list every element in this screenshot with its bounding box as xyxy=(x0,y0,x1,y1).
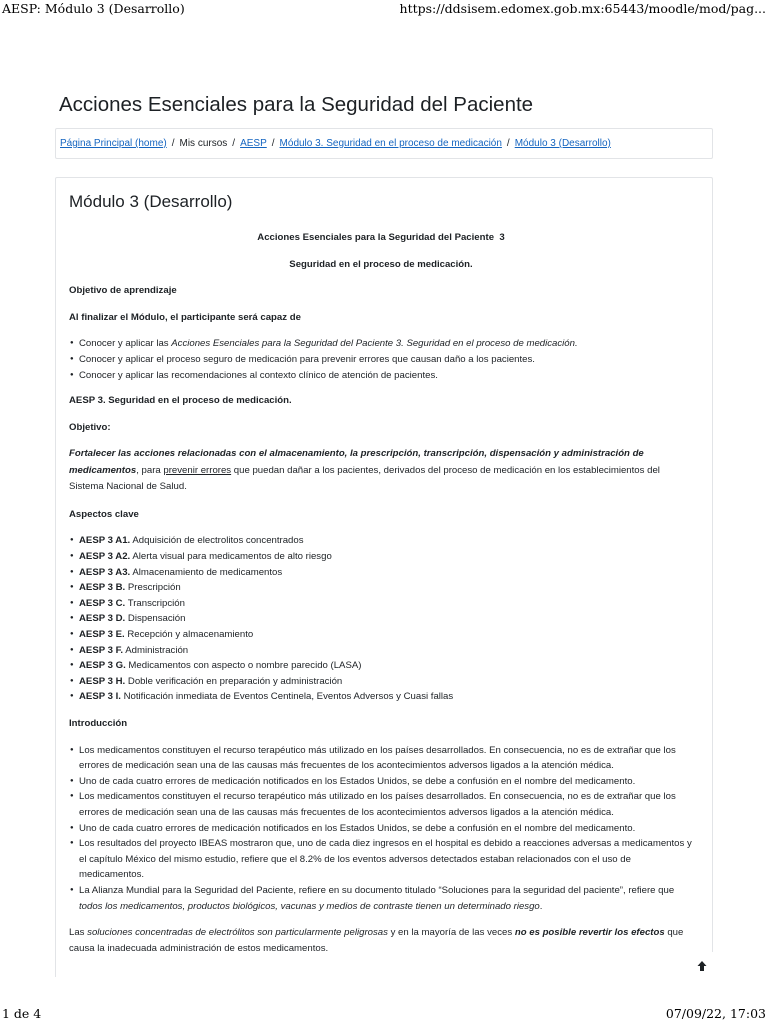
site-title: Acciones Esenciales para la Seguridad del Paciente xyxy=(59,93,534,116)
aspects-heading: Aspectos clave xyxy=(69,508,139,520)
list-item: ● AESP 3 D. Dispensación xyxy=(69,611,693,627)
breadcrumb xyxy=(55,128,713,159)
arrow-up-icon xyxy=(696,960,708,972)
list-item: ● AESP 3 A2. Alerta visual para medicamentos de alto riesgo xyxy=(69,549,693,565)
print-page-title: AESP: Módulo 3 (Desarrollo) xyxy=(2,1,185,16)
list-item: ● AESP 3 F. Administración xyxy=(69,643,693,659)
aspects-list xyxy=(69,533,693,705)
breadcrumb-section-link[interactable]: Módulo 3. Seguridad en el proceso de medicación xyxy=(279,138,502,149)
list-item: ● AESP 3 B. Prescripción xyxy=(69,580,693,596)
list-item: ● AESP 3 C. Transcripción xyxy=(69,596,693,612)
breadcrumb-aesp-link[interactable]: AESP xyxy=(240,138,267,149)
print-footer xyxy=(0,1004,768,1024)
scroll-to-top-button[interactable] xyxy=(688,952,716,980)
aesp-heading: AESP 3. Seguridad en el proceso de medicación. xyxy=(69,395,292,407)
intro-list xyxy=(69,743,693,915)
list-item: ● AESP 3 A1. Adquisición de electrolitos concentrados xyxy=(69,533,693,549)
intro-heading: Introducción xyxy=(69,717,128,729)
list-item: ● AESP 3 H. Doble verificación en preparación y administración xyxy=(69,674,693,690)
breadcrumb-separator: / xyxy=(232,138,236,149)
print-page-url: https://ddsisem.edomex.gob.mx:65443/moodle/mod/pag... xyxy=(399,1,766,16)
list-item: ● Los medicamentos constituyen el recurso terapéutico más utilizado en los países desarrollados. En consecuencia, no es de extrañar que los errores de medicación sean una de las causas más frecuentes de los acontecimientos adversos ligados a la atención médica. xyxy=(69,743,693,774)
list-item: ● Los medicamentos constituyen el recurso terapéutico más utilizado en los países desarrollados. En consecuencia, no es de extrañar que los errores de medicación sean una de las causas más frecuentes de los acontecimientos adversos ligados a la atención médica. xyxy=(69,789,693,820)
list-item: ● La Alianza Mundial para la Seguridad del Paciente, refiere en su documento titulado “Soluciones para la seguridad del paciente”, refiere que todos los medicamentos, productos biológicos, vacunas y medios de contraste tienen un determinado riesgo. xyxy=(69,883,693,914)
breadcrumb-current-link[interactable]: Módulo 3 (Desarrollo) xyxy=(514,138,611,149)
main-content-region xyxy=(55,177,713,977)
list-item: ● Uno de cada cuatro errores de medicación notificados en los Estados Unidos, se debe a confusión en el nombre del medicamento. xyxy=(69,821,693,837)
objectives-list xyxy=(69,336,693,383)
list-item: ● Uno de cada cuatro errores de medicación notificados en los Estados Unidos, se debe a confusión en el nombre del medicamento. xyxy=(69,774,693,790)
list-item: ● AESP 3 I. Notificación inmediata de Eventos Centinela, Eventos Adversos y Cuasi fallas xyxy=(69,689,693,705)
final-paragraph: Las soluciones concentradas de electrólitos son particularmente peligrosas y en la mayoría de las veces no es posible revertir los efectos que causa la inadecuada administración de estos medicamentos. xyxy=(69,927,684,954)
content-subtitle: Seguridad en el proceso de medicación. xyxy=(289,258,473,270)
objetivo-label: Objetivo: xyxy=(69,421,111,433)
breadcrumb-separator: / xyxy=(171,138,175,149)
objective-heading: Objetivo de aprendizaje xyxy=(69,285,177,297)
list-item: ● Conocer y aplicar las recomendaciones al contexto clínico de atención de pacientes. xyxy=(69,368,693,384)
objetivo-paragraph: Fortalecer las acciones relacionadas con el almacenamiento, la prescripción, transcripción, dispensación y administración de medicamentos, para prevenir errores que puedan dañar a los pacientes, derivados del proceso de medicación en los establecimientos del Sistema Nacional de Salud. xyxy=(69,448,660,493)
list-item: ● AESP 3 E. Recepción y almacenamiento xyxy=(69,627,693,643)
module-content xyxy=(69,230,693,956)
objective-intro: Al finalizar el Módulo, el participante será capaz de xyxy=(69,311,301,323)
breadcrumb-home-link[interactable]: Página Principal (home) xyxy=(60,138,167,149)
page-heading: Módulo 3 (Desarrollo) xyxy=(69,192,233,211)
print-header xyxy=(0,0,768,18)
print-page-number: 1 de 4 xyxy=(2,1006,42,1021)
breadcrumb-separator: / xyxy=(271,138,275,149)
list-item: ● Conocer y aplicar las Acciones Esenciales para la Seguridad del Paciente 3. Seguridad en el proceso de medicación. xyxy=(69,336,693,352)
list-item: ● AESP 3 G. Medicamentos con aspecto o nombre parecido (LASA) xyxy=(69,658,693,674)
breadcrumb-separator: / xyxy=(506,138,510,149)
list-item: ● Conocer y aplicar el proceso seguro de medicación para prevenir errores que causan daño a los pacientes. xyxy=(69,352,693,368)
breadcrumb-my-courses: Mis cursos xyxy=(179,138,228,149)
content-title: Acciones Esenciales para la Seguridad del Paciente 3 xyxy=(257,232,505,243)
list-item: ● AESP 3 A3. Almacenamiento de medicamentos xyxy=(69,565,693,581)
print-datetime: 07/09/22, 17:03 xyxy=(665,1006,766,1021)
list-item: ● Los resultados del proyecto IBEAS mostraron que, uno de cada diez ingresos en el hospital es debido a reacciones adversas a medicamentos y el capítulo México del mismo estudio, refiere que el 8.2% de los eventos adversos detectados estaban relacionados con el uso de medicamentos. xyxy=(69,836,693,883)
